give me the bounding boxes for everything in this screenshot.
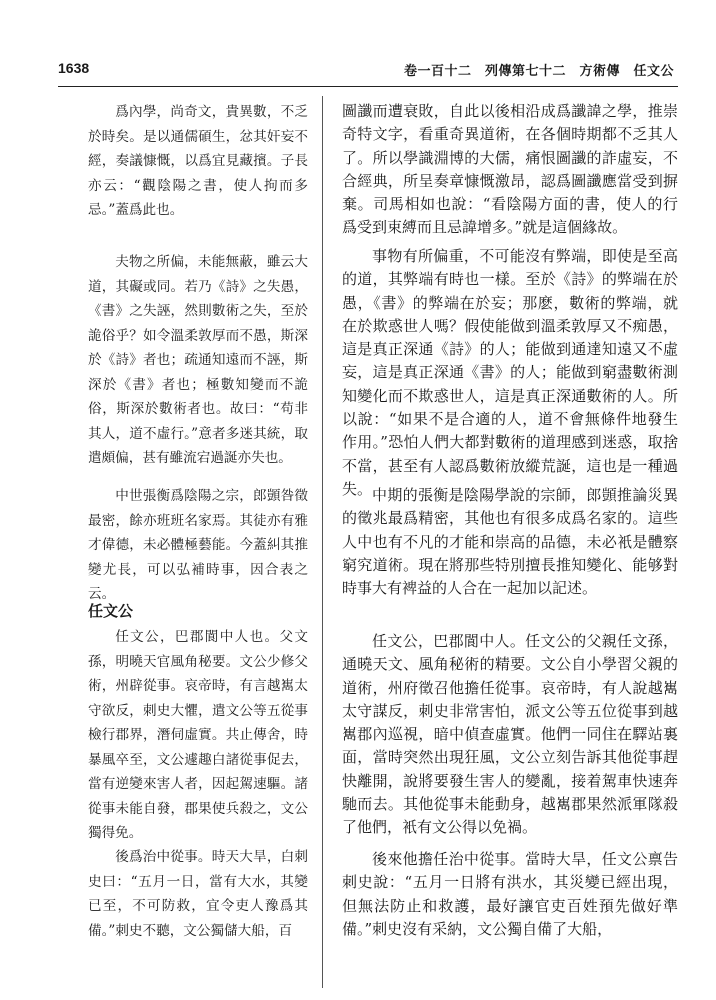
classical-paragraph: 爲內學，尚奇文，貴異數，不乏於時矣。是以通儒碩生，忿其奸妄不經，奏議慷慨，以爲宜見藏擯。子長亦云：“觀陰陽之書，使人拘而多忌。”蓋爲此也。 [88,104,308,218]
classical-paragraph: 中世張衡爲陰陽之宗，郎顗咎徵最密，餘亦班班名家焉。其徒亦有雅才偉德，未必體極藝能。今蓋糾其推變尤長，可以弘補時事，因合表之云。 [88,488,308,602]
page-header [58,56,678,87]
translation-paragraph: 中期的張衡是陰陽學說的宗師，郎顗推論災異的徵兆最爲精密，其他也有很多成爲名家的。這些人中也有不凡的才能和崇高的品德，未必衹是體察窮究道術。現在將那些特別擅長推知變化、能够對時事大有裨益的人合在一起加以記述。 [342,486,678,598]
translation-paragraph: 任文公，巴郡閬中人。任文公的父親任文孫，通曉天文、風角秘術的精要。文公自小學習父親的道術，州府徵召他擔任從事。哀帝時，有人說越嶲太守謀反，刺史非常害怕，派文公等五位從事到越嶲郡內巡視，暗中偵查虛實。他們一同住在驛站裏面，當時突然出現狂風，文公立刻告訴其他從事趕快離開，說將要發生害人的變亂，接着駕車快速奔馳而去。其他從事未能動身，越嶲郡果然派軍隊殺了他們，衹有文公得以免禍。 [342,632,678,837]
translation-column [342,100,678,980]
translation-paragraph: 圖讖而遭衰敗，自此以後相沿成爲讖諱之學，推崇奇特文字，看重奇異道術，在各個時期都不乏其人了。所以學識淵博的大儒，痛恨圖讖的詐虛妄，不合經典，所呈奏章慷慨激昂，認爲圖讖應當受到摒棄。司馬相如也說：“看陰陽方面的書，使人的行爲受到束縛而且忌諱增多。”就是這個緣故。 [342,102,678,237]
column-divider [322,96,323,988]
translation-paragraph: 事物有所偏重，不可能沒有弊端，即使是至高的道，其弊端有時也一樣。至於《詩》的弊端在於愚，《書》的弊端在於妄；那麽，數術的弊端，就在於欺惑世人嗎？假使能做到溫柔敦厚又不痴愚，這是真正深通《詩》的人；能做到通達知遠又不虛妄，這是真正深通《書》的人；能做到窮盡數術測知變化而不欺惑世人，這是真正深通數術的人。所以說：“如果不是合適的人，道不會無條件地發生作用。”恐怕人們大都對數術的道理感到迷惑，取捨不當，甚至有人認爲數術放縱荒誕，這也是一種過失。 [342,247,678,498]
page-number: 1638 [58,60,90,76]
translation-paragraph: 後來他擔任治中從事。當時大旱，任文公禀告刺史說：“五月一日將有洪水，其災變已經出現，但無法防止和救護，最好讓官吏百姓預先做好準備。”刺史沒有采納，文公獨自備了大船， [342,850,678,938]
classical-text-column [88,100,308,980]
running-head: 卷一百十二 列傳第七十二 方術傳 任文公 [403,64,674,79]
classical-paragraph: 夫物之所偏，未能無蔽，雖云大道，其礙或同。若乃《詩》之失愚，《書》之失誣，然則數術之失，至於詭俗乎？如令溫柔敦厚而不愚，斯深於《詩》者也；疏通知遠而不誣，斯深於《書》者也；極數知變而不詭俗，斯深於數術者也。故曰：“苟非其人，道不虛行。”意者多迷其統，取遣頗偏，甚有雖流宕過誕亦失也。 [88,254,308,466]
section-title: 任文公 [88,603,134,620]
classical-paragraph: 任文公，巴郡閬中人也。父文孫，明曉天官風角秘要。文公少修父術，州辟從事。哀帝時，有言越嶲太守欲反，刺史大懼，遣文公等五從事檢行郡界，潛伺虛實。共止傳舍，時暴風卒至，文公遽趣白諸從事促去，當有逆變來害人者，因起駕速驅。諸從事未能自發，郡果使兵殺之，文公獨得免。 [88,629,308,841]
classical-paragraph: 後爲治中從事。時天大旱，白刺史曰：“五月一日，當有大水，其變已至，不可防救，宜令吏人豫爲其備。”刺史不聽，文公獨儲大船，百 [88,849,308,939]
